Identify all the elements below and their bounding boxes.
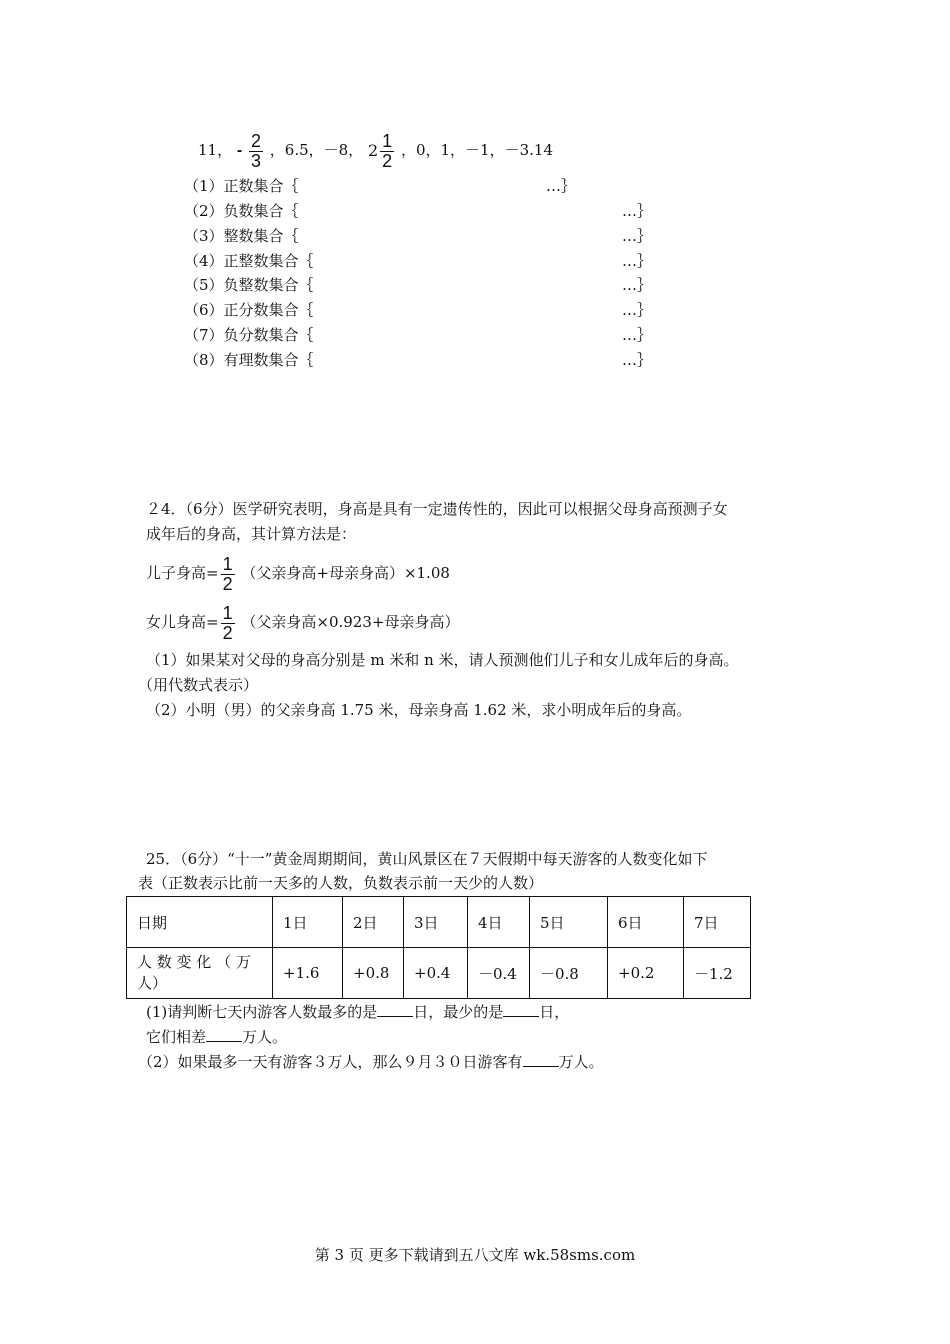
answer-text: 日， <box>539 1003 570 1021</box>
set-row-integer <box>184 225 653 247</box>
q23-negative-sign: - <box>236 142 243 159</box>
table-cell: 6日 <box>608 897 684 948</box>
son-label: 儿子身高= <box>146 564 219 582</box>
q25-answer1-line2 <box>146 1026 287 1048</box>
set-end: …｝ <box>622 301 653 319</box>
table-cell: +0.2 <box>608 948 684 999</box>
set-label: （2）负数集合｛ <box>184 202 299 220</box>
set-end: …｝ <box>622 326 653 344</box>
q25-answer2 <box>138 1051 604 1073</box>
q23-fraction-one-half <box>380 132 394 171</box>
table-cell: －0.8 <box>530 948 608 999</box>
q24-intro-line2: 成年后的身高，其计算方法是： <box>146 525 357 543</box>
set-label: （5）负整数集合｛ <box>184 276 314 294</box>
answer-text: 它们相差 <box>146 1028 207 1046</box>
q23-mixed-whole: 2 <box>367 141 379 160</box>
table-cell: 4日 <box>468 897 530 948</box>
answer-blank[interactable] <box>377 1001 413 1017</box>
q25-intro-line1: 25．（6分）“十一”黄金周期期间，黄山风景区在７天假期中每天游客的人数变化如下 <box>146 850 708 868</box>
q24-part2: （2）小明（男）的父亲身高 1.75 米，母亲身高 1.62 米，求小明成年后的身高。 <box>146 701 692 719</box>
fraction-numerator: 1 <box>222 553 233 574</box>
q24-part1-line2: （用代数式表示） <box>138 676 259 694</box>
set-end: …｝ <box>622 276 653 294</box>
set-row-positive <box>184 175 577 197</box>
set-label: （8）有理数集合｛ <box>184 351 314 369</box>
set-row-negative <box>184 200 653 222</box>
fraction-denominator: 2 <box>222 622 233 643</box>
set-row-rational <box>184 349 653 371</box>
table-cell: 3日 <box>404 897 468 948</box>
table-cell: 5日 <box>530 897 608 948</box>
set-row-positive-fraction <box>184 299 653 321</box>
answer-text: 日，最少的是 <box>413 1003 504 1021</box>
table-cell: 2日 <box>343 897 404 948</box>
row-label-line1: 人 数 变 化 （ 万 <box>137 953 251 971</box>
set-row-positive-integer <box>184 250 653 272</box>
daughter-formula-text: （父亲身高×0.923+母亲身高） <box>241 613 460 631</box>
page-footer: 第 3 页 更多下载请到五八文库 wk.58sms.com <box>314 1246 636 1264</box>
set-end: …｝ <box>622 252 653 270</box>
row-label-line2: 人） <box>137 974 168 992</box>
set-label: （6）正分数集合｛ <box>184 301 314 319</box>
q23-fraction-two-thirds <box>249 132 263 171</box>
table-cell: 1日 <box>273 897 343 948</box>
table-row <box>127 948 751 999</box>
set-end: …｝ <box>622 202 653 220</box>
answer-text: 万人。 <box>242 1028 288 1046</box>
fraction-numerator: 2 <box>250 130 261 151</box>
fraction-one-half <box>221 604 235 643</box>
set-row-negative-integer <box>184 274 653 296</box>
set-label: （7）负分数集合｛ <box>184 326 314 344</box>
fraction-one-half <box>221 555 235 594</box>
table-cell: 7日 <box>684 897 751 948</box>
q23-tail-numbers: ，0，1，－1，－3.14 <box>400 141 553 159</box>
set-label: （1）正数集合｛ <box>184 177 299 195</box>
table-cell: +1.6 <box>273 948 343 999</box>
set-label: （4）正整数集合｛ <box>184 252 314 270</box>
q23-middle-numbers: ，6.5，－8， <box>269 141 364 159</box>
q24-daughter-formula <box>146 599 459 645</box>
son-formula-text: （父亲身高+母亲身高）×1.08 <box>241 564 450 582</box>
fraction-denominator: 2 <box>222 573 233 594</box>
set-end: …｝ <box>622 351 653 369</box>
q24-part1-line1: （1）如果某对父母的身高分别是 m 米和 n 米，请人预测他们儿子和女儿成年后的身高。 <box>146 651 739 669</box>
table-cell: 日期 <box>127 897 273 948</box>
visitor-change-table <box>126 896 751 999</box>
q24-son-formula <box>146 550 450 596</box>
q23-prefix: 11， <box>198 141 233 159</box>
fraction-denominator: 3 <box>250 150 261 171</box>
table-cell: +0.8 <box>343 948 404 999</box>
answer-text: (1)请判断七天内游客人数最多的是 <box>146 1003 378 1021</box>
answer-blank[interactable] <box>503 1001 539 1017</box>
answer-text: （2）如果最多一天有游客３万人，那么９月３０日游客有 <box>138 1053 523 1071</box>
q25-intro-line2: 表（正数表示比前一天多的人数，负数表示前一天少的人数） <box>138 874 544 892</box>
set-end: …｝ <box>622 227 653 245</box>
table-row-label <box>127 948 273 999</box>
set-end: …｝ <box>546 177 577 195</box>
fraction-denominator: 2 <box>382 150 393 171</box>
q25-answer1-line1 <box>146 1001 569 1023</box>
table-header-row <box>127 897 751 948</box>
answer-text: 万人。 <box>558 1053 604 1071</box>
q24-intro-line1: ２4．（6分）医学研究表明，身高是具有一定遗传性的，因此可以根据父母身高预测子女 <box>146 500 728 518</box>
q23-number-list <box>198 127 553 173</box>
fraction-numerator: 1 <box>382 130 393 151</box>
answer-blank[interactable] <box>523 1051 559 1067</box>
set-row-negative-fraction <box>184 324 653 346</box>
set-label: （3）整数集合｛ <box>184 227 299 245</box>
table-cell: －0.4 <box>468 948 530 999</box>
answer-blank[interactable] <box>206 1026 242 1042</box>
fraction-numerator: 1 <box>222 602 233 623</box>
table-cell: －1.2 <box>684 948 751 999</box>
daughter-label: 女儿身高= <box>146 613 219 631</box>
table-cell: +0.4 <box>404 948 468 999</box>
